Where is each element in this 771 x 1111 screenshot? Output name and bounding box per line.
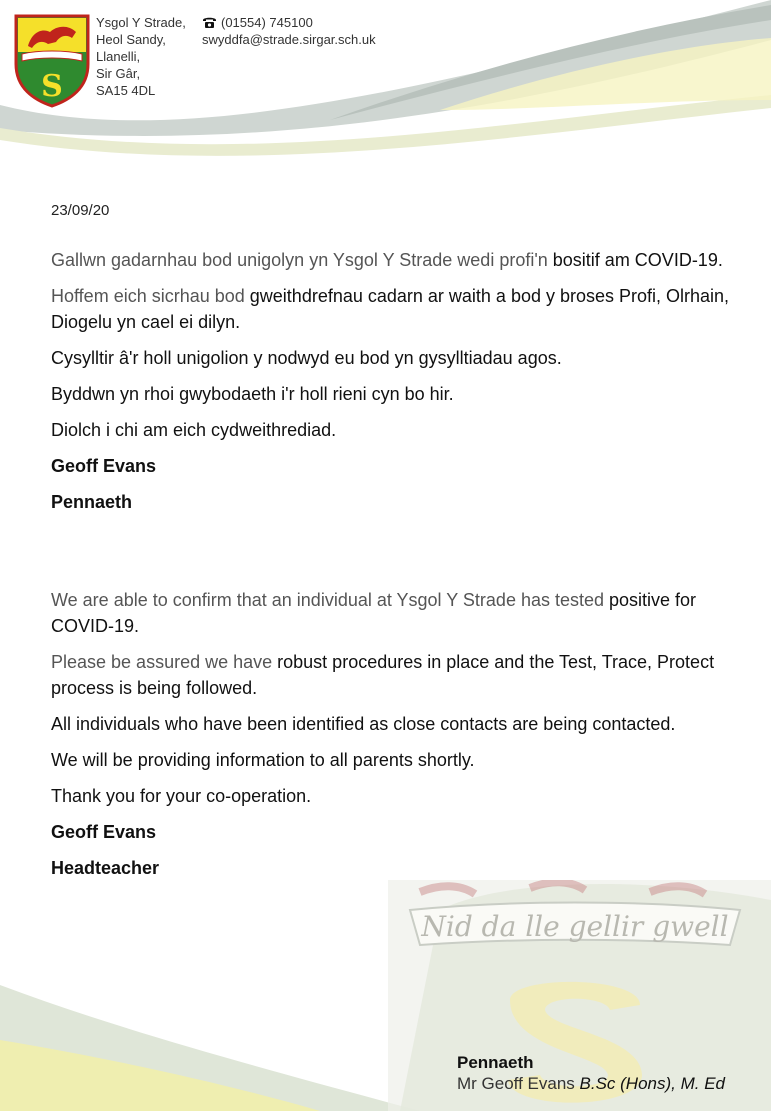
- address-line: Llanelli,: [96, 49, 141, 64]
- english-p2-part-b: robust procedures in place and the Test, Trace, Protect process is being followed.: [51, 652, 715, 698]
- address-line: Heol Sandy,: [96, 32, 166, 47]
- english-p2-part-a: Please be assured we have: [51, 652, 278, 672]
- school-address: [96, 14, 186, 99]
- welsh-p2-part-a: Hoffem eich sicrhau bod: [51, 286, 250, 306]
- english-paragraph-2: [51, 649, 741, 701]
- school-crest-logo: [12, 12, 92, 108]
- welsh-section: [51, 247, 741, 515]
- english-signature-title: Headteacher: [51, 858, 160, 878]
- phone-number: (01554) 745100: [221, 15, 313, 30]
- footer-name-line: [457, 1073, 725, 1094]
- english-paragraph-5: Thank you for your co-operation.: [51, 786, 312, 806]
- address-line: SA15 4DL: [96, 83, 156, 98]
- welsh-p1-part-a: Gallwn gadarnhau bod unigolyn yn Ysgol Y Strade wedi profi'n: [51, 250, 553, 270]
- welsh-signature-name: Geoff Evans: [51, 456, 157, 476]
- english-p1-part-b: positive for COVID-19.: [51, 590, 697, 636]
- english-paragraph-1: [51, 587, 741, 639]
- svg-text:Nid da lle gellir gwell: Nid da lle gellir gwell: [421, 910, 729, 943]
- welsh-p2-part-b: gweithdrefnau cadarn ar waith a bod y broses Profi, Olrhain, Diogelu yn cael ei dilyn.: [51, 286, 730, 332]
- welsh-p1-part-b: bositif am COVID-19.: [552, 250, 723, 270]
- english-signature-name: Geoff Evans: [51, 822, 157, 842]
- footer-signature: [457, 1052, 725, 1094]
- telephone-icon: [202, 16, 217, 29]
- address-line: Sir Gâr,: [96, 66, 141, 81]
- english-paragraph-3: All individuals who have been identified as close contacts are being contacted.: [51, 714, 676, 734]
- email-address[interactable]: swyddfa@strade.sirgar.sch.uk: [202, 32, 376, 47]
- welsh-paragraph-5: Diolch i chi am eich cydweithrediad.: [51, 420, 337, 440]
- svg-text:S: S: [41, 69, 63, 104]
- footer-title: Pennaeth: [457, 1053, 534, 1072]
- english-section: [51, 587, 741, 881]
- address-line: Ysgol Y Strade,: [96, 15, 186, 30]
- welsh-paragraph-3: Cysylltir â'r holl unigolion y nodwyd eu bod yn gysylltiadau agos.: [51, 348, 562, 368]
- welsh-paragraph-4: Byddwn yn rhoi gwybodaeth i'r holl rieni cyn bo hir.: [51, 384, 454, 404]
- footer-qualifications: B.Sc (Hons), M. Ed: [579, 1074, 725, 1093]
- school-contact: [202, 14, 376, 48]
- english-p1-part-a: We are able to confirm that an individual at Ysgol Y Strade has tested: [51, 590, 610, 610]
- welsh-paragraph-2: [51, 283, 741, 335]
- welsh-signature-title: Pennaeth: [51, 492, 133, 512]
- letter-date: 23/09/20: [51, 202, 110, 219]
- footer-name: Mr Geoff Evans: [457, 1074, 580, 1093]
- welsh-paragraph-1: [51, 247, 741, 273]
- english-paragraph-4: We will be providing information to all parents shortly.: [51, 750, 475, 770]
